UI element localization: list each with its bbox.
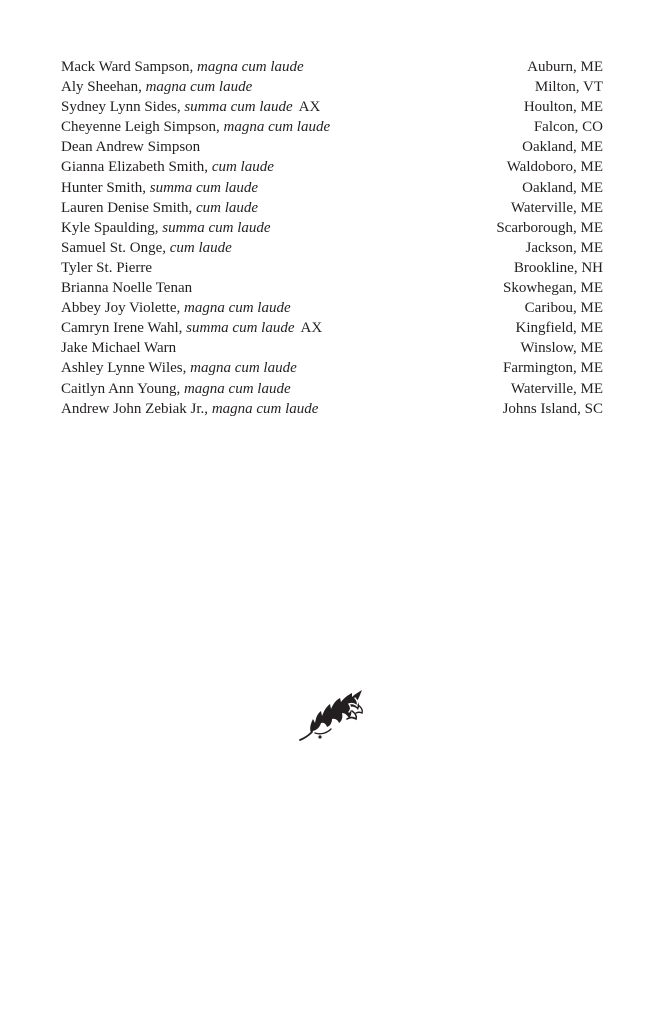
- graduate-name: Aly Sheehan,: [61, 79, 142, 96]
- hometown: Kingfield, ME: [515, 320, 603, 337]
- list-item: [61, 198, 603, 218]
- graduate-entry: [61, 117, 330, 137]
- list-item: [61, 298, 603, 318]
- graduate-name: Caitlyn Ann Young,: [61, 380, 181, 397]
- graduate-entry: [61, 258, 152, 278]
- hometown: Waterville, ME: [510, 380, 603, 397]
- graduate-entry: [61, 298, 291, 318]
- graduate-name: Mack Ward Sampson,: [61, 59, 194, 75]
- list-item: [61, 379, 603, 399]
- latin-honor: summa cum laude: [149, 179, 259, 196]
- graduate-entry: [61, 57, 304, 77]
- hometown: Waldoboro, ME: [506, 159, 603, 176]
- graduate-entry: [61, 97, 320, 117]
- honor-society-badge: AX: [300, 320, 323, 337]
- graduate-entry: [61, 238, 232, 258]
- list-item: [61, 137, 603, 157]
- graduate-name: Ashley Lynne Wiles,: [61, 360, 187, 377]
- graduate-name: Tyler St. Pierre: [61, 259, 153, 276]
- hometown: Oakland, ME: [522, 139, 603, 156]
- graduate-name: Andrew John Zebiak Jr.,: [61, 400, 209, 417]
- list-item: [61, 157, 603, 177]
- latin-honor: magna cum laude: [183, 300, 291, 317]
- graduate-name: Kyle Spaulding,: [61, 219, 159, 236]
- hometown: Caribou, ME: [524, 300, 603, 317]
- latin-honor: magna cum laude: [223, 119, 331, 136]
- graduate-name: Hunter Smith,: [61, 179, 146, 196]
- graduate-list: [61, 57, 603, 419]
- latin-honor: summa cum laude: [184, 99, 293, 116]
- latin-honor: magna cum laude: [197, 59, 304, 75]
- latin-honor: cum laude: [211, 159, 274, 176]
- hometown: Brookline, NH: [513, 259, 603, 276]
- graduate-name: Jake Michael Warn: [61, 340, 177, 357]
- hometown: Skowhegan, ME: [503, 280, 603, 297]
- list-item: [61, 97, 603, 117]
- graduate-name: Cheyenne Leigh Simpson,: [61, 119, 220, 136]
- list-item: [61, 218, 603, 238]
- hometown: Winslow, ME: [520, 340, 603, 357]
- graduate-entry: [61, 77, 252, 97]
- hometown: Oakland, ME: [522, 179, 603, 196]
- hometown: Waterville, ME: [510, 199, 603, 216]
- list-item: [61, 338, 603, 358]
- hometown: Farmington, ME: [503, 360, 603, 377]
- latin-honor: summa cum laude: [186, 320, 295, 337]
- list-item: [61, 238, 603, 258]
- leaf-ornament-shape: [300, 690, 362, 740]
- list-item: [61, 399, 603, 419]
- latin-honor: magna cum laude: [183, 380, 291, 397]
- latin-honor: magna cum laude: [145, 79, 253, 96]
- graduate-name: Dean Andrew Simpson: [61, 139, 201, 156]
- honor-society-badge: AX: [298, 99, 321, 116]
- list-item: [61, 258, 603, 278]
- list-item: [61, 318, 603, 338]
- list-item: [61, 178, 603, 198]
- graduate-name: Brianna Noelle Tenan: [61, 280, 193, 297]
- hometown: Scarborough, ME: [496, 219, 603, 236]
- graduate-name: Lauren Denise Smith,: [61, 199, 193, 216]
- list-item: [61, 57, 603, 77]
- list-item: [61, 278, 603, 298]
- graduate-entry: [61, 137, 200, 157]
- list-item: [61, 117, 603, 137]
- graduate-entry: [61, 379, 291, 399]
- graduate-entry: [61, 198, 258, 218]
- leaf-ornament-icon: [297, 686, 365, 744]
- graduate-entry: [61, 358, 297, 378]
- graduate-entry: [61, 399, 318, 419]
- hometown: Jackson, ME: [525, 239, 603, 256]
- hometown: Houlton, ME: [523, 99, 603, 116]
- graduate-entry: [61, 157, 274, 177]
- hometown: Falcon, CO: [533, 119, 603, 136]
- graduate-name: Camryn Irene Wahl,: [61, 320, 183, 337]
- graduate-entry: [61, 218, 271, 238]
- latin-honor: cum laude: [169, 239, 232, 256]
- hometown: Milton, VT: [534, 79, 603, 96]
- latin-honor: magna cum laude: [211, 400, 319, 417]
- list-item: [61, 77, 603, 97]
- hometown: Auburn, ME: [527, 59, 603, 75]
- graduate-entry: [61, 338, 176, 358]
- graduate-entry: [61, 178, 258, 198]
- graduate-name: Samuel St. Onge,: [61, 239, 166, 256]
- graduate-entry: [61, 278, 192, 298]
- latin-honor: summa cum laude: [162, 219, 271, 236]
- latin-honor: magna cum laude: [190, 360, 297, 377]
- list-item: [61, 358, 603, 378]
- graduate-name: Abbey Joy Violette,: [61, 300, 181, 317]
- hometown: Johns Island, SC: [502, 400, 603, 417]
- latin-honor: cum laude: [195, 199, 259, 216]
- graduate-name: Gianna Elizabeth Smith,: [61, 159, 209, 176]
- graduate-entry: [61, 318, 322, 338]
- graduate-name: Sydney Lynn Sides,: [61, 99, 181, 116]
